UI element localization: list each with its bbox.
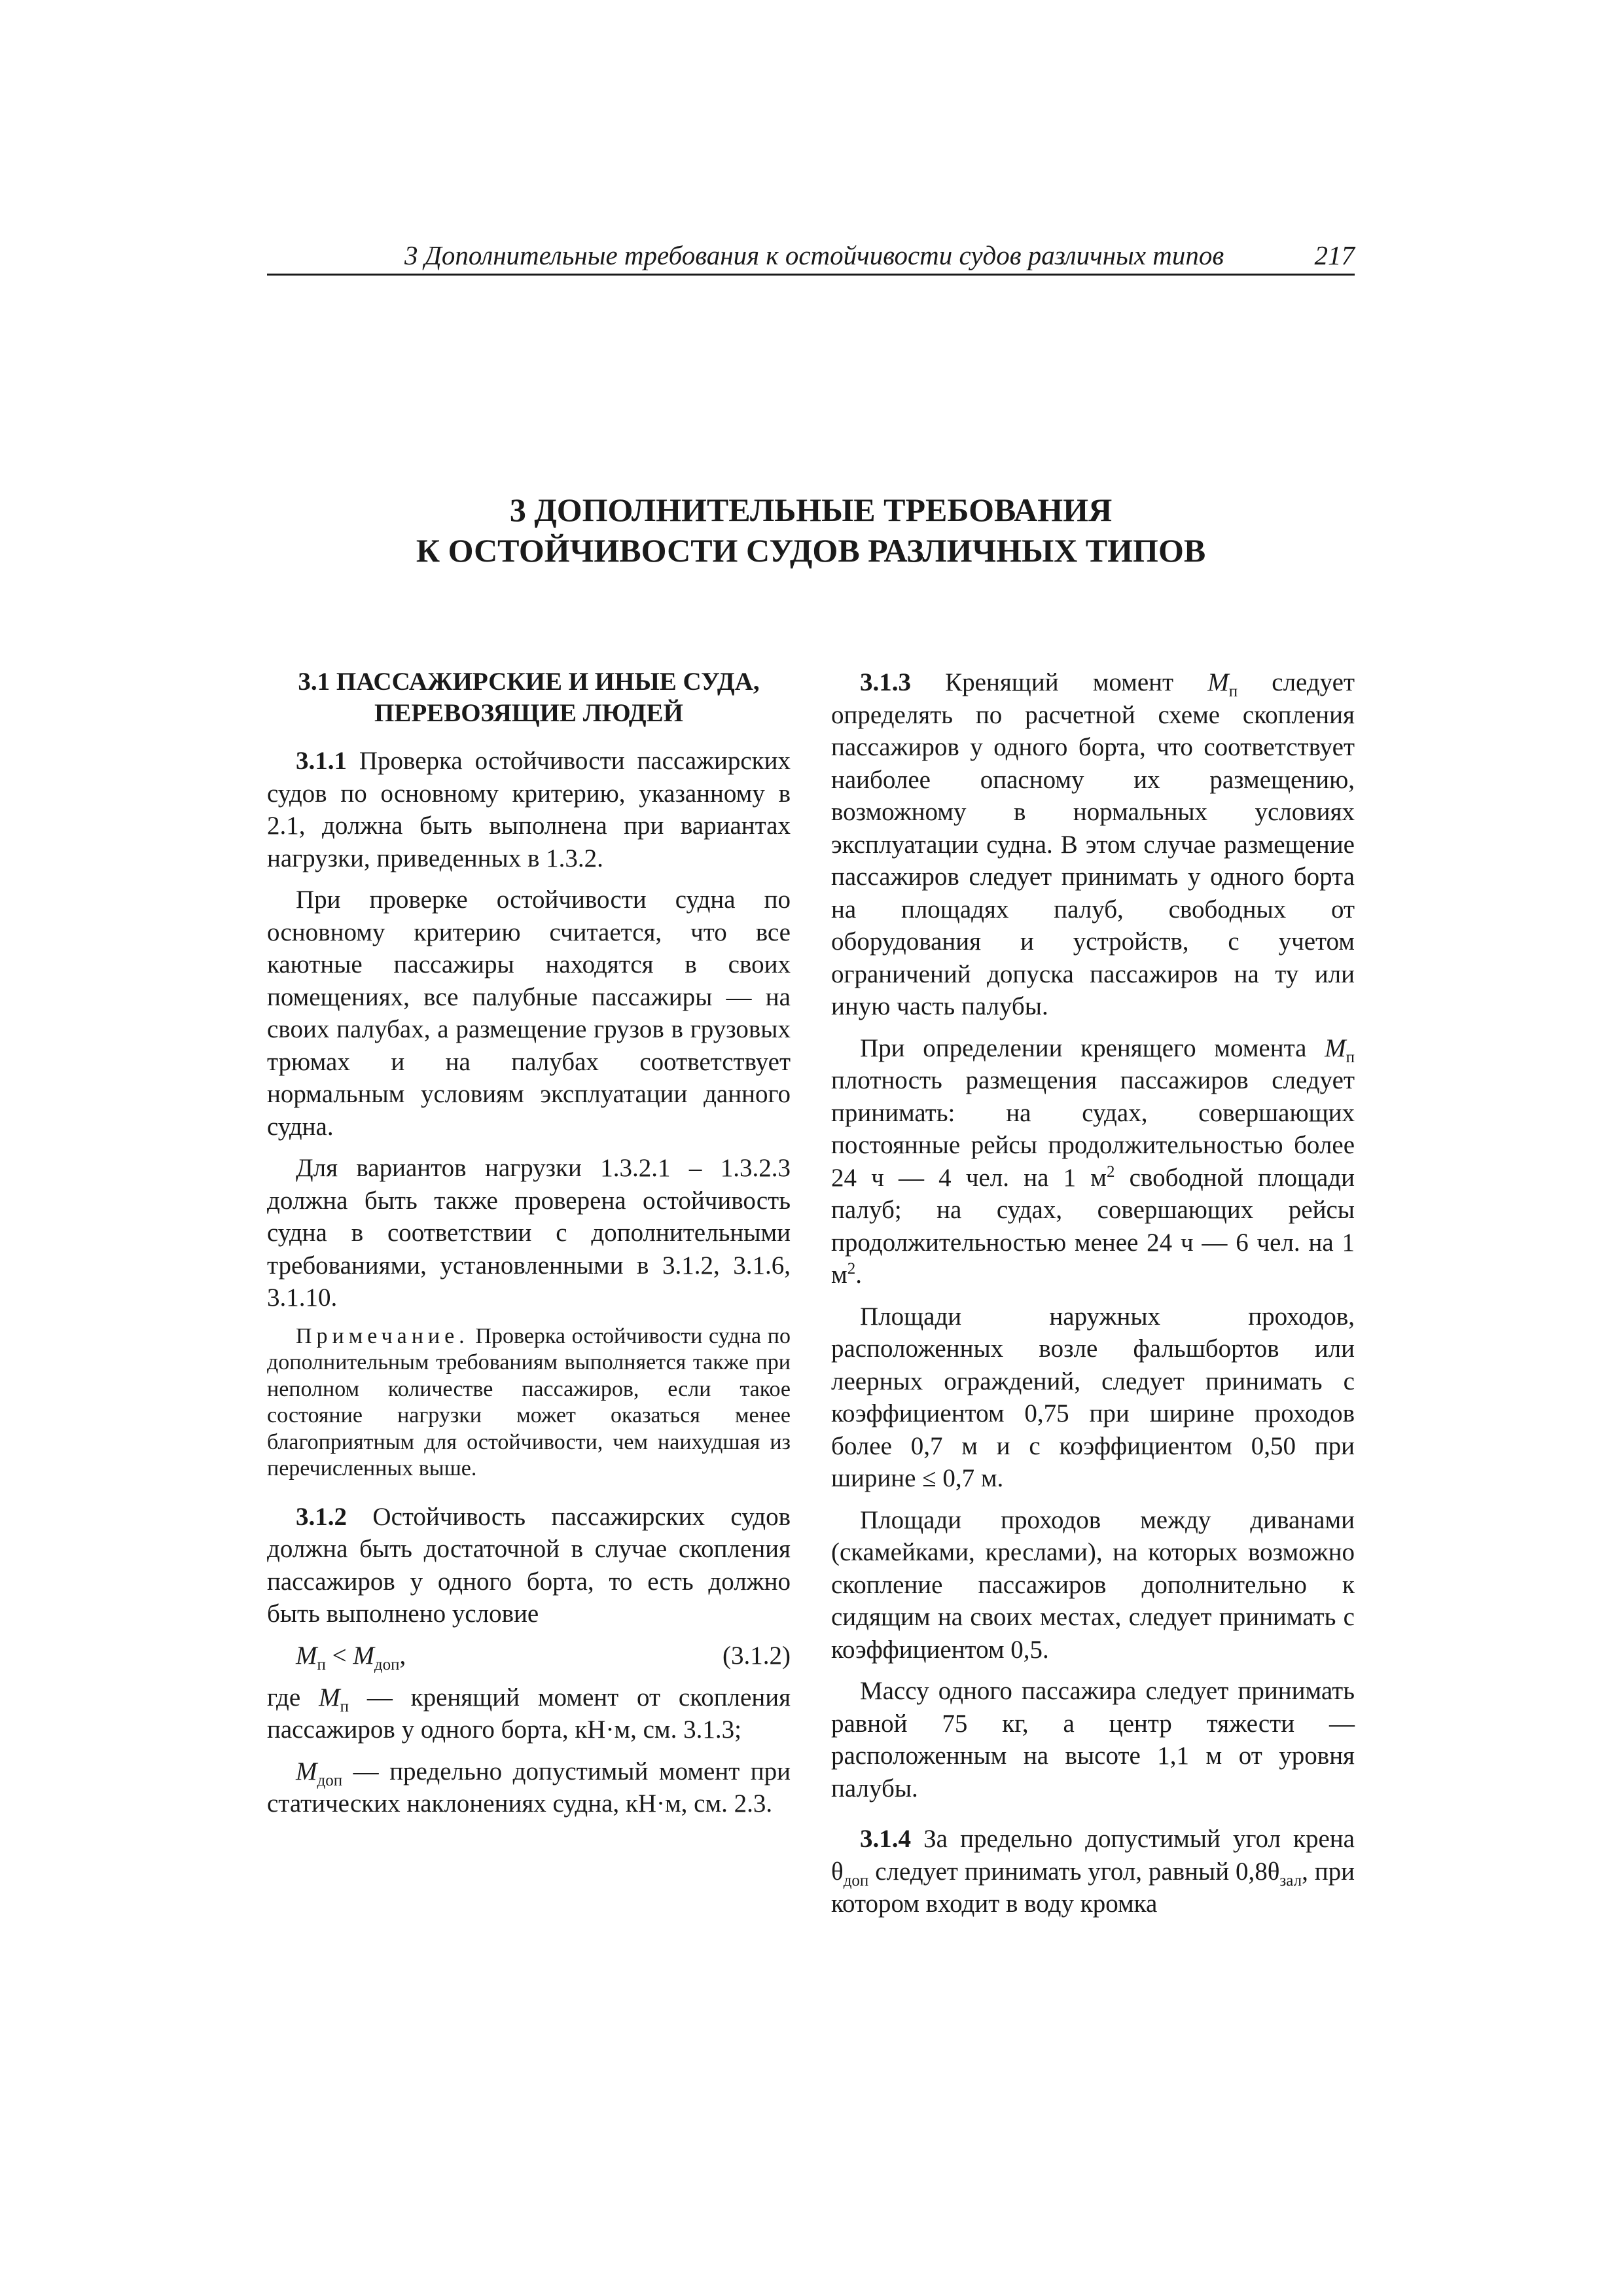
paragraph: Площади наружных проходов, расположенных возле фальшбортов или леерных ограждений, следует принимать с коэффициентом 0,75 при ширине проходов более 0,7 м и с коэффициентом 0,50 при ширине ≤ 0,7 м. [831,1302,1355,1492]
paragraph-3-1-3: 3.1.3 Кренящий момент $M_п$ следует определять по расчетной схеме скопления пассажиров у одного борта, что соответствует наиболее опасному их размещению, возможному в нормальных условиях эксплуатации судна. В этом случае размещение пассажиров следует принимать у одного борта на площадях палуб, свободных от оборудования и устройств, с учетом ограничений допуска пассажиров на ту или иную часть палубы. [831,668,1355,1020]
clause-number: 3.1.2 [296,1502,347,1531]
running-header [267,237,1355,276]
chapter-title-line-1: 3 ДОПОЛНИТЕЛЬНЫЕ ТРЕБОВАНИЯ [509,492,1113,528]
equation-number: (3.1.2) [722,1641,791,1670]
where-definition-2: $M_{доп}$ — предельно допустимый момент при статических наклонениях судна, кН·м, см. 2.3. [267,1757,791,1818]
chapter-title-line-2: К ОСТОЙЧИВОСТИ СУДОВ РАЗЛИЧНЫХ ТИПОВ [416,532,1206,569]
note: Примечание. Проверка остойчивости судна по дополнительным требованиям выполняется также при неполном количестве пассажиров, если такое состояние нагрузки может оказаться менее благоприятным для остойчивости, чем наихудшая из перечисленных выше. [267,1323,791,1480]
paragraph: Площади проходов между диванами (скамейками, креслами), на которых возможно скопление пассажиров дополнительно к сидящим на своих местах, следует принимать с коэффициентом 0,5. [831,1505,1355,1664]
paragraph: Для вариантов нагрузки 1.3.2.1 – 1.3.2.3 должна быть также проверена остойчивость судна в соответствии с дополнительными требованиями, установленными в 3.1.2, 3.1.6, 3.1.10. [267,1154,791,1312]
paragraph: При определении кренящего момента $M_п$ плотность размещения пассажиров следует принимать: на судах, совершающих постоянные рейсы продолжительностью более 24 ч — 4 чел. на 1 $м^2$ свободной площади палуб; на судах, совершающих рейсы продолжительностью менее 24 ч — 6 чел. на 1 $м^2$. [831,1033,1355,1289]
paragraph: Массу одного пассажира следует принимать равной 75 кг, а центр тяжести — расположенным на высоте 1,1 м от уровня палубы. [831,1677,1355,1803]
page-number: 217 [1314,240,1355,270]
where-definition-1: где $M_п$ — кренящий момент от скопления пассажиров у одного борта, кН·м, см. 3.1.3; [267,1683,791,1744]
section-title-3-1: 3.1 ПАССАЖИРСКИЕ И ИНЫЕ СУДА, ПЕРЕВОЗЯЩИЕ ЛЮДЕЙ [298,668,760,727]
paragraph-3-1-2: 3.1.2 Остойчивость пассажирских судов должна быть достаточной в случае скопления пассажиров у одного борта, то есть должно быть выполнено условие [267,1502,791,1628]
clause-number: 3.1.4 [860,1825,911,1853]
clause-number: 3.1.3 [860,668,911,696]
left-column [267,666,791,1829]
paragraph-3-1-4: 3.1.4 За предельно допустимый угол крена $\theta_{доп}$ следует принимать угол, равный $0,8\theta_{зал}$, при котором входит в воду кромка [831,1825,1355,1918]
note-label: Примечание. [296,1323,469,1348]
chapter-title [267,490,1355,571]
paragraph: При проверке остойчивости судна по основному критерию считается, что все каютные пассажиры находятся в своих помещениях, все палубные пассажиры — на своих палубах, а размещение грузов в грузовых трюмах и на палубах соответствует нормальным условиям эксплуатации данного судна. [267,886,791,1141]
running-title: 3 Дополнительные требования к остойчивости судов различных типов [404,240,1224,270]
right-column [831,666,1355,1929]
paragraph-3-1-1: 3.1.1 Проверка остойчивости пассажирских судов по основному критерию, указанному в 2.1, должна быть выполнена при вариантах нагрузки, приведенных в 1.3.2. [267,747,791,872]
formula-3-1-2: $M_п < M_{доп}$, (3.1.2) [267,1640,791,1677]
clause-number: 3.1.1 [296,747,347,775]
